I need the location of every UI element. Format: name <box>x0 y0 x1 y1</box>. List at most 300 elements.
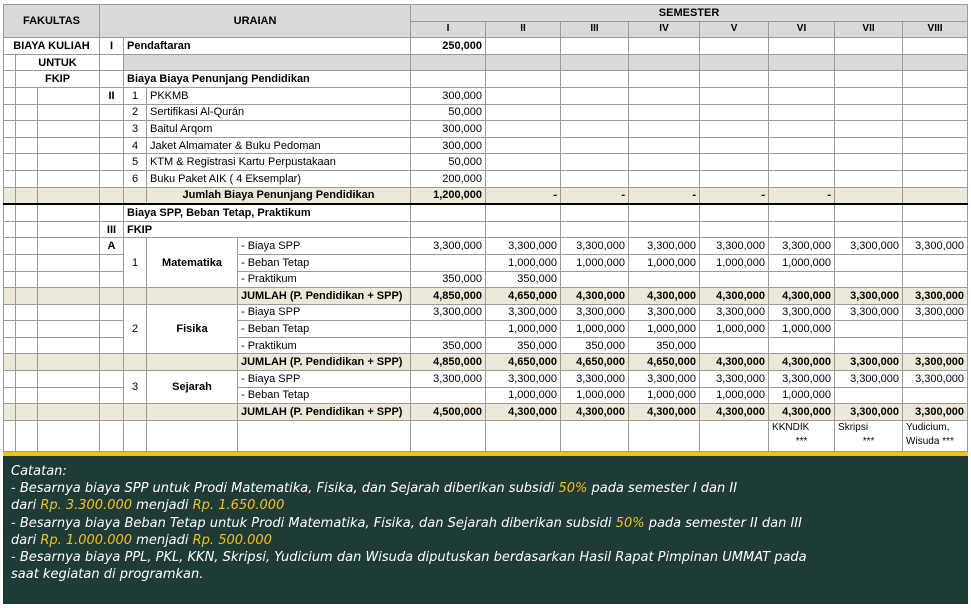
col-fakultas: FAKULTAS <box>4 5 100 38</box>
semester-value <box>903 38 968 55</box>
table-cell <box>100 271 124 288</box>
semester-value: 1,000,000 <box>700 254 769 271</box>
semester-value <box>769 137 835 154</box>
table-cell <box>38 354 100 371</box>
semester-value: 3,300,000 <box>835 404 903 421</box>
section-title: Biaya Biaya Penunjang Pendidikan <box>124 71 411 88</box>
table-cell <box>38 420 100 451</box>
table-cell <box>4 71 16 88</box>
semester-value: 1,000,000 <box>486 254 561 271</box>
fee-label: - Beban Tetap <box>238 321 411 338</box>
semester-value: 3,300,000 <box>486 238 561 255</box>
table-cell <box>4 54 16 71</box>
semester-value: 4,850,000 <box>411 354 486 371</box>
table-cell <box>147 420 238 451</box>
semester-value: 3,300,000 <box>629 371 700 388</box>
semester-value <box>903 170 968 187</box>
semester-value: 3,300,000 <box>629 238 700 255</box>
footer-note: *** <box>795 435 808 447</box>
section-code <box>100 137 124 154</box>
semester-value <box>835 271 903 288</box>
section-code <box>100 154 124 171</box>
semester-value <box>700 154 769 171</box>
semester-value <box>835 254 903 271</box>
item-no: 5 <box>124 154 147 171</box>
prodi-no: 1 <box>124 238 147 288</box>
semester-value: 1,200,000 <box>411 187 486 204</box>
semester-value <box>700 87 769 104</box>
semester-value: 3,300,000 <box>561 238 629 255</box>
item-label: Baitul Arqom <box>147 121 411 138</box>
semester-value: - <box>486 187 561 204</box>
table-cell <box>124 404 147 421</box>
item-label: Buku Paket AIK ( 4 Eksemplar) <box>147 170 411 187</box>
table-cell <box>4 354 16 371</box>
semester-value: 4,650,000 <box>486 354 561 371</box>
semester-value <box>411 254 486 271</box>
table-cell <box>100 254 124 271</box>
semester-value <box>769 337 835 354</box>
semester-value <box>700 104 769 121</box>
table-cell <box>16 204 38 221</box>
table-cell <box>4 154 16 171</box>
semester-value: 3,300,000 <box>903 404 968 421</box>
item-value: 300,000 <box>411 87 486 104</box>
item-no: 3 <box>124 121 147 138</box>
col-semester: SEMESTER <box>411 5 968 22</box>
semester-value <box>700 271 769 288</box>
semester-value <box>561 137 629 154</box>
fee-label: - Beban Tetap <box>238 387 411 404</box>
table-cell <box>4 170 16 187</box>
semester-value: 1,000,000 <box>769 387 835 404</box>
table-cell <box>100 304 124 321</box>
notes-panel <box>3 456 968 604</box>
item-value: 200,000 <box>411 170 486 187</box>
semester-value <box>835 221 903 238</box>
semester-value: 3,300,000 <box>486 371 561 388</box>
semester-value <box>629 87 700 104</box>
table-cell <box>4 221 16 238</box>
semester-value <box>486 170 561 187</box>
table-row <box>4 221 968 238</box>
semester-value: 350,000 <box>486 271 561 288</box>
semester-value <box>629 38 700 55</box>
table-cell <box>38 154 100 171</box>
table-cell <box>411 221 486 238</box>
semester-value <box>561 204 629 221</box>
semester-value <box>561 121 629 138</box>
table-cell <box>38 271 100 288</box>
table-cell <box>16 321 38 338</box>
semester-value: 3,300,000 <box>486 304 561 321</box>
biaya-kuliah-table <box>3 4 968 452</box>
table-cell <box>100 54 124 71</box>
table-cell <box>38 254 100 271</box>
table-cell <box>4 137 16 154</box>
semester-value: 3,300,000 <box>835 288 903 305</box>
table-cell <box>238 420 411 451</box>
table-cell <box>4 371 16 388</box>
table-cell <box>16 154 38 171</box>
footer-note: *** <box>862 435 875 447</box>
table-cell <box>4 87 16 104</box>
semester-value: 4,850,000 <box>411 288 486 305</box>
table-cell <box>16 187 38 204</box>
table-cell <box>16 137 38 154</box>
semester-value <box>769 221 835 238</box>
semester-value: 3,300,000 <box>769 304 835 321</box>
fee-label: - Biaya SPP <box>238 371 411 388</box>
note-line: dari Rp. 1.000.000 menjadi Rp. 500.000 <box>11 532 272 548</box>
table-cell <box>100 354 124 371</box>
semester-value: 4,300,000 <box>700 288 769 305</box>
table-row <box>4 420 968 451</box>
fee-label: - Praktikum <box>238 337 411 354</box>
semester-value <box>486 221 561 238</box>
semester-value <box>769 204 835 221</box>
item-value: 300,000 <box>411 137 486 154</box>
semester-header: II <box>486 21 561 38</box>
semester-header: V <box>700 21 769 38</box>
table-cell <box>38 304 100 321</box>
item-no: 4 <box>124 137 147 154</box>
table-cell <box>38 87 100 104</box>
semester-value: 4,300,000 <box>486 404 561 421</box>
semester-value: 3,300,000 <box>903 288 968 305</box>
prodi-no: 3 <box>124 371 147 404</box>
table-cell <box>16 271 38 288</box>
semester-value <box>769 271 835 288</box>
table-cell <box>411 54 486 71</box>
semester-value <box>835 121 903 138</box>
semester-value <box>486 154 561 171</box>
fakultas-label: UNTUK <box>16 54 100 71</box>
semester-value <box>629 104 700 121</box>
semester-value <box>486 121 561 138</box>
semester-value <box>769 104 835 121</box>
table-cell <box>4 420 16 451</box>
semester-value <box>835 71 903 88</box>
semester-value <box>629 121 700 138</box>
semester-value: 3,300,000 <box>411 371 486 388</box>
semester-value <box>769 121 835 138</box>
semester-value: 1,000,000 <box>486 321 561 338</box>
semester-value <box>486 71 561 88</box>
semester-value <box>561 71 629 88</box>
semester-value: 4,650,000 <box>629 354 700 371</box>
semester-value <box>769 170 835 187</box>
semester-value: 3,300,000 <box>411 304 486 321</box>
semester-value <box>629 221 700 238</box>
semester-value <box>486 38 561 55</box>
semester-value <box>486 54 561 71</box>
table-cell <box>38 337 100 354</box>
item-value: 300,000 <box>411 121 486 138</box>
semester-value <box>769 38 835 55</box>
semester-value: 3,300,000 <box>700 238 769 255</box>
table-cell <box>100 204 124 221</box>
semester-value: 4,650,000 <box>561 354 629 371</box>
table-row <box>4 304 968 321</box>
table-cell <box>124 420 147 451</box>
table-cell <box>100 404 124 421</box>
total-label: JUMLAH (P. Pendidikan + SPP) <box>238 354 411 371</box>
table-cell <box>100 288 124 305</box>
table-cell <box>4 404 16 421</box>
table-cell <box>147 354 238 371</box>
table-row <box>4 121 968 138</box>
semester-value: 1,000,000 <box>629 254 700 271</box>
table-cell <box>486 420 561 451</box>
section-title: Biaya SPP, Beban Tetap, Praktikum <box>124 204 411 221</box>
semester-value <box>629 170 700 187</box>
semester-value <box>561 170 629 187</box>
table-cell <box>38 104 100 121</box>
table-cell <box>16 254 38 271</box>
table-cell <box>100 387 124 404</box>
semester-value <box>561 154 629 171</box>
table-row <box>4 71 968 88</box>
table-cell <box>411 71 486 88</box>
fakultas-label: BIAYA KULIAH <box>4 38 100 55</box>
fee-label: - Biaya SPP <box>238 304 411 321</box>
semester-value: 1,000,000 <box>629 321 700 338</box>
semester-value: 1,000,000 <box>561 254 629 271</box>
semester-value <box>903 137 968 154</box>
semester-value <box>903 121 968 138</box>
semester-value: 1,000,000 <box>486 387 561 404</box>
table-cell <box>100 337 124 354</box>
table-cell <box>124 54 411 71</box>
table-cell <box>4 187 16 204</box>
semester-value <box>903 221 968 238</box>
table-cell <box>4 271 16 288</box>
semester-value <box>700 137 769 154</box>
item-label: Sertifikasi Al-Qurán <box>147 104 411 121</box>
semester-value: 4,500,000 <box>411 404 486 421</box>
table-cell <box>16 304 38 321</box>
table-cell <box>16 354 38 371</box>
table-cell <box>124 187 147 204</box>
semester-value <box>835 87 903 104</box>
semester-value <box>903 271 968 288</box>
semester-value <box>561 87 629 104</box>
semester-value: 3,300,000 <box>769 238 835 255</box>
semester-value <box>835 104 903 121</box>
notes-title: Catatan: <box>11 464 67 479</box>
semester-value <box>835 337 903 354</box>
semester-value: 4,300,000 <box>700 404 769 421</box>
table-cell <box>4 121 16 138</box>
semester-value: 4,300,000 <box>700 354 769 371</box>
semester-value <box>903 87 968 104</box>
semester-value: 1,000,000 <box>561 321 629 338</box>
footer-cell <box>903 420 968 451</box>
semester-value <box>411 387 486 404</box>
table-cell <box>100 71 124 88</box>
footer-note: Yudicium, <box>906 421 950 433</box>
fee-label: - Biaya SPP <box>238 238 411 255</box>
footer-note: Wisuda *** <box>906 435 954 447</box>
table-row <box>4 54 968 71</box>
table-cell <box>100 321 124 338</box>
table-cell <box>411 204 486 221</box>
semester-header: IV <box>629 21 700 38</box>
semester-header: VI <box>769 21 835 38</box>
semester-value <box>835 38 903 55</box>
semester-value: 3,300,000 <box>903 354 968 371</box>
semester-value <box>561 38 629 55</box>
semester-value <box>835 54 903 71</box>
table-row <box>4 170 968 187</box>
semester-value <box>769 54 835 71</box>
semester-value: - <box>769 187 835 204</box>
semester-value <box>486 87 561 104</box>
table-row <box>4 288 968 305</box>
total-label: JUMLAH (P. Pendidikan + SPP) <box>238 404 411 421</box>
item-no: 1 <box>124 87 147 104</box>
table-cell <box>4 321 16 338</box>
note-line: saat kegiatan di programkan. <box>11 567 204 583</box>
item-no: 6 <box>124 170 147 187</box>
table-cell <box>16 121 38 138</box>
item-label: KTM & Registrasi Kartu Perpustakaan <box>147 154 411 171</box>
semester-value <box>700 38 769 55</box>
semester-value <box>835 321 903 338</box>
total-label: Jumlah Biaya Penunjang Pendidikan <box>147 187 411 204</box>
table-cell <box>38 221 100 238</box>
table-cell <box>38 321 100 338</box>
semester-value <box>700 71 769 88</box>
semester-value <box>629 137 700 154</box>
table-row <box>4 87 968 104</box>
semester-value <box>903 387 968 404</box>
semester-value: 350,000 <box>561 337 629 354</box>
note-line: dari Rp. 3.300.000 menjadi Rp. 1.650.000 <box>11 498 285 514</box>
semester-value <box>486 104 561 121</box>
semester-value <box>903 187 968 204</box>
table-cell <box>38 170 100 187</box>
semester-value <box>835 170 903 187</box>
table-row <box>4 154 968 171</box>
table-cell <box>16 337 38 354</box>
prodi-no: 2 <box>124 304 147 354</box>
table-cell <box>16 420 38 451</box>
semester-value: 1,000,000 <box>769 321 835 338</box>
col-uraian: URAIAN <box>100 5 411 38</box>
semester-value <box>411 321 486 338</box>
footer-cell <box>769 420 835 451</box>
semester-header: III <box>561 21 629 38</box>
semester-value: 4,300,000 <box>769 354 835 371</box>
section-code <box>100 121 124 138</box>
note-line: - Besarnya biaya Beban Tetap untuk Prodi Matematika, Fisika, dan Sejarah diberikan subsidi 50% pada semester II dan III <box>11 515 802 531</box>
prodi-name: Fisika <box>147 304 238 354</box>
semester-value <box>561 54 629 71</box>
prodi-name: Matematika <box>147 238 238 288</box>
semester-value <box>903 154 968 171</box>
semester-value <box>700 54 769 71</box>
semester-value <box>561 271 629 288</box>
pendaftaran-label: Pendaftaran <box>124 38 411 55</box>
table-cell <box>124 354 147 371</box>
item-label: PKKMB <box>147 87 411 104</box>
table-cell <box>38 121 100 138</box>
table-cell <box>4 238 16 255</box>
semester-value: 3,300,000 <box>835 354 903 371</box>
semester-value <box>486 204 561 221</box>
semester-value <box>835 137 903 154</box>
table-cell <box>16 238 38 255</box>
table-cell <box>38 187 100 204</box>
semester-value <box>903 71 968 88</box>
semester-value <box>700 121 769 138</box>
pendaftaran-value: 250,000 <box>411 38 486 55</box>
item-label: Jaket Almamater & Buku Pedoman <box>147 137 411 154</box>
semester-value: 3,300,000 <box>903 304 968 321</box>
semester-value <box>561 221 629 238</box>
faculty-name: FKIP <box>124 221 411 238</box>
note-line: - Besarnya biaya PPL, PKL, KKN, Skripsi, Yudicium dan Wisuda diputuskan berdasarkan Hasil Rapat Pimpinan UMMAT pada <box>11 550 807 566</box>
total-label: JUMLAH (P. Pendidikan + SPP) <box>238 288 411 305</box>
table-row <box>4 104 968 121</box>
table-cell <box>4 337 16 354</box>
table-cell <box>4 204 16 221</box>
semester-value <box>835 387 903 404</box>
semester-value <box>835 204 903 221</box>
prodi-name: Sejarah <box>147 371 238 404</box>
table-cell <box>4 387 16 404</box>
semester-value <box>769 87 835 104</box>
semester-value <box>903 54 968 71</box>
table-cell <box>38 238 100 255</box>
semester-value: 350,000 <box>629 337 700 354</box>
semester-value: 3,300,000 <box>629 304 700 321</box>
semester-value <box>700 204 769 221</box>
table-row <box>4 5 968 22</box>
semester-value <box>561 104 629 121</box>
semester-value: - <box>629 187 700 204</box>
table-cell <box>16 87 38 104</box>
semester-value: 1,000,000 <box>769 254 835 271</box>
table-cell <box>16 221 38 238</box>
table-cell <box>16 387 38 404</box>
semester-value: 1,000,000 <box>561 387 629 404</box>
table-cell <box>700 420 769 451</box>
table-cell <box>4 304 16 321</box>
table-cell <box>38 371 100 388</box>
table-cell <box>124 288 147 305</box>
item-value: 50,000 <box>411 104 486 121</box>
semester-value <box>629 271 700 288</box>
item-no: 2 <box>124 104 147 121</box>
semester-value: 3,300,000 <box>700 371 769 388</box>
fee-label: - Praktikum <box>238 271 411 288</box>
semester-value: 3,300,000 <box>835 238 903 255</box>
semester-value: 3,300,000 <box>769 371 835 388</box>
table-cell <box>561 420 629 451</box>
semester-value <box>903 337 968 354</box>
semester-value: 350,000 <box>486 337 561 354</box>
semester-value <box>629 71 700 88</box>
semester-value: 3,300,000 <box>835 371 903 388</box>
semester-value: 3,300,000 <box>903 371 968 388</box>
table-cell <box>100 371 124 388</box>
semester-value: 3,300,000 <box>561 371 629 388</box>
semester-value <box>835 154 903 171</box>
semester-value <box>835 187 903 204</box>
